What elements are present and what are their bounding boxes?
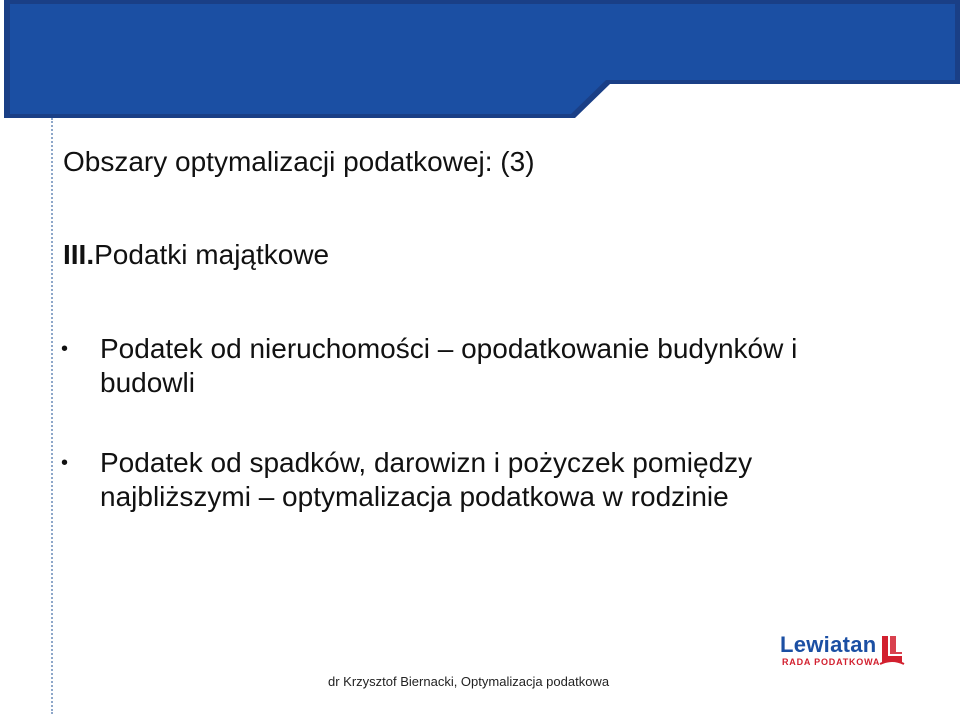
bullet-list (60, 332, 880, 560)
bullet-icon: • (61, 338, 69, 360)
bullet-item (60, 332, 880, 400)
slide-title: Obszary optymalizacji podatkowej: (3) (63, 146, 535, 177)
vertical-dotted-rule (51, 118, 53, 714)
footer-text: dr Krzysztof Biernacki, Optymalizacja podatkowa (328, 674, 610, 689)
bullet-text: Podatek od nieruchomości – opodatkowanie budynków i budowli (100, 333, 798, 398)
bullet-icon: • (61, 452, 69, 474)
lewiatan-logo-icon (878, 634, 906, 666)
section-numeral: III. (63, 239, 95, 270)
logo-wordmark: Lewiatan (780, 632, 877, 657)
lewiatan-logo (780, 632, 912, 672)
section-heading (63, 239, 329, 271)
logo-subtitle: RADA PODATKOWA (782, 657, 881, 667)
bullet-item (60, 446, 880, 514)
bullet-text: Podatek od spadków, darowizn i pożyczek pomiędzy najbliższymi – optymalizacja podatkowa w rodzinie (100, 447, 753, 512)
section-heading-text: Podatki majątkowe (94, 239, 330, 270)
header-banner (0, 0, 960, 120)
